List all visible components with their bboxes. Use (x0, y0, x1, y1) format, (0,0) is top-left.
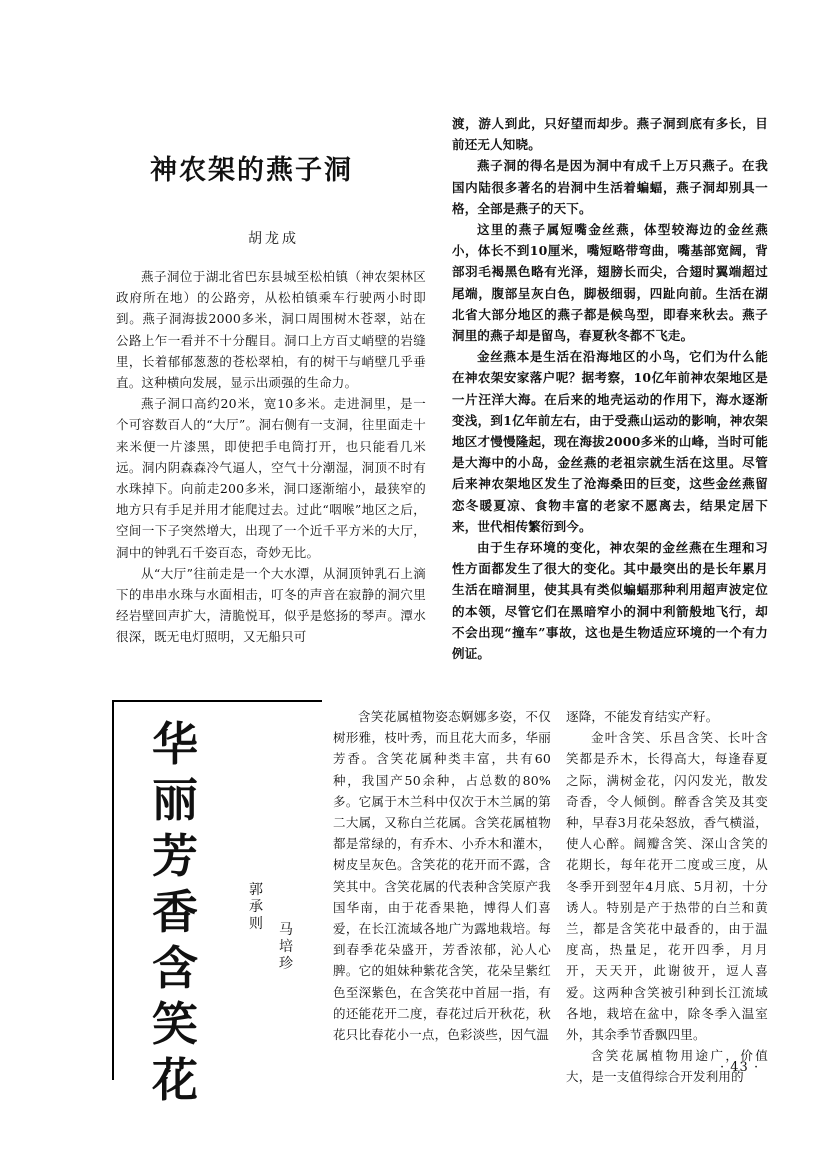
article1-author: 胡龙成 (248, 231, 299, 247)
paragraph: 从“大厅”往前走是一个大水潭，从洞顶钟乳石上滴下的串串水珠与水面相击，叮冬的声音在寂静的洞穴里经岩壁回声扩大，清脆悦耳，似乎是悠扬的琴声。潭水很深，既无电灯照明，又无船只可 (116, 565, 426, 645)
paragraph: 含笑花属植物姿态婀娜多姿，不仅树形雅，枝叶秀，而且花大而多，华丽芳香。含笑花属种类丰富，共有60种，我国产50余种，占总数的80%多。它属于木兰科中仅次于木兰属的第二大属，又称白兰花属。含笑花属植物都是常绿的，有乔木、小乔木和灌木，树皮呈灰色。含笑花的花开而不露，含笑其中。含笑花属的代表种含笑原产我国华南，由于花香果艳，博得人们喜爱，在长江流域各地广为露地栽培。每到春季花朵盛开，芳香浓郁，沁人心脾。它的姐妹种紫花含笑，花朵呈紫红色至深紫色，在含笑花中首屈一指，有的还能花开二度，春花过后开秋花，秋花只比春花小一点，色彩淡些，因气温 (333, 709, 551, 1043)
article2-author-2: 马培珍 (279, 922, 293, 972)
article1-column-1 (116, 266, 426, 648)
paragraph: 金丝燕本是生活在沿海地区的小鸟，它们为什么能在神农架安家落户呢？据考察，10亿年前神农架地区是一片汪洋大海。在后来的地壳运动的作用下，海水逐渐变浅，到1亿年前左右，由于受燕山运动的影响，神农架地区才慢慢隆起，现在海拔2000多米的山峰，当时可能是大海中的小岛，金丝燕的老祖宗就生活在这里。尽管后来神农架地区发生了沧海桑田的巨变，这些金丝燕留恋冬暖夏凉、食物丰富的老家不愿离去，结果定居下来，世代相传繁衍到今。 (452, 349, 768, 534)
article1-title: 神农架的燕子洞 (150, 155, 353, 186)
article2-title: 华丽芳香含笑花 (152, 717, 198, 1107)
title-frame-rule-horizontal (112, 700, 322, 702)
paragraph: 金叶含笑、乐昌含笑、长叶含笑都是乔木，长得高大，每逢春夏之际，满树金花，闪闪发光，散发奇香，令人倾倒。醉香含笑及其变种，早春3月花朵怒放，香气横溢，使人心醉。阔瓣含笑、深山含笑的花期长，每年花开二度或三度，从冬季开到翌年4月底、5月初，十分诱人。特别是产于热带的白兰和黄兰，都是含笑花中最香的，由于温度高，热量足，花开四季，月月开，天天开，此谢彼开，逗人喜爱。这两种含笑被引种到长江流域各地，栽培在盆中，除冬季入温室外，其余季节香飘四里。 (566, 730, 768, 1043)
article2-column-2 (566, 706, 768, 1088)
paragraph: 含笑花属植物用途广，价值大，是一支值得综合开发利用的 (566, 1048, 768, 1085)
paragraph-continued: 渡，游人到此，只好望而却步。燕子洞到底有多长，目前还无人知晓。 (452, 116, 768, 153)
article2-author-1: 郭承则 (249, 882, 263, 932)
paragraph: 这里的燕子属短嘴金丝燕，体型较海边的金丝燕小，体长不到10厘米，嘴短略带弯曲，嘴基部宽阔，背部羽毛褐黑色略有光泽，翅膀长而尖，合翅时翼端超过尾端，腹部呈灰白色，脚极细弱，四趾向前。生活在湖北省大部分地区的燕子都是候鸟型，即春来秋去。燕子洞里的燕子却是留鸟，春夏秋冬都不飞走。 (452, 222, 768, 344)
paragraph: 燕子洞的得名是因为洞中有成千上万只燕子。在我国内陆很多著名的岩洞中生活着蝙蝠，燕子洞却别具一格，全部是燕子的天下。 (452, 158, 768, 216)
page-number: · 43 · (720, 1060, 760, 1075)
paragraph-continued: 逐降，不能发育结实产籽。 (566, 709, 719, 724)
title-frame-rule-vertical (112, 700, 114, 1080)
paragraph: 由于生存环境的变化，神农架的金丝燕在生理和习性方面都发生了很大的变化。其中最突出的是长年累月生活在暗洞里，使其具有类似蝙蝠那种利用超声波定位的本领，尽管它们在黑暗窄小的洞中利箭般地飞行，却不会出现“撞车”事故，这也是生物适应环境的一个有力例证。 (452, 540, 768, 662)
article1-column-2 (452, 113, 768, 664)
paragraph: 燕子洞口高约20米，宽10多米。走进洞里，是一个可容数百人的“大厅”。洞右侧有一支洞，往里面走十来米便一片漆黑，即使把手电筒打开，也只能看几米远。洞内阴森森冷气逼人，空气十分潮湿，洞顶不时有水珠掉下。向前走200多米，洞口逐渐缩小，最狭窄的地方只有手足并用才能爬过去。过此“咽喉”地区之后，空间一下子突然增大，出现了一个近千平方米的大厅，洞中的钟乳石千姿百态，奇妙无比。 (116, 396, 426, 560)
article2-column-1 (333, 706, 551, 1045)
paragraph: 燕子洞位于湖北省巴东县城至松柏镇（神农架林区政府所在地）的公路旁，从松柏镇乘车行驶两小时即到。燕子洞海拔2000多米，洞口周围树木苍翠，站在公路上乍一看并不十分醒目。洞口上方百丈峭壁的岩缝里，长着郁郁葱葱的苍松翠柏，有的树干与峭壁几乎垂直。这种横向发展，显示出顽强的生命力。 (116, 269, 426, 391)
